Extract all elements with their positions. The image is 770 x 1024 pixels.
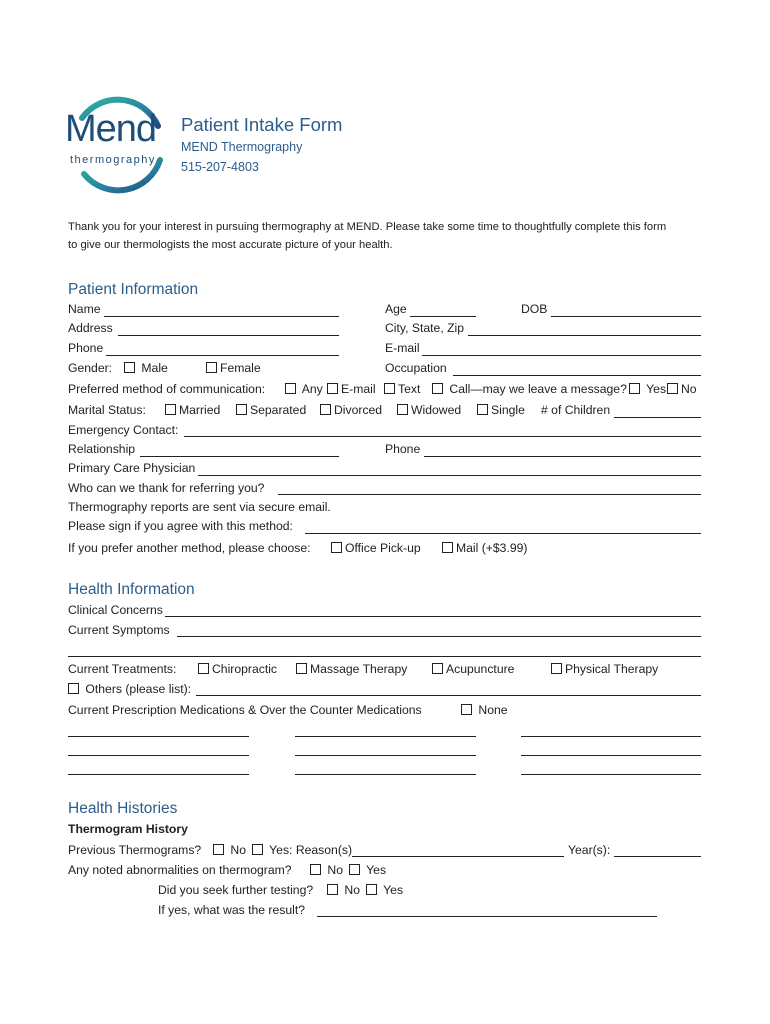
section-patient-information: Patient Information bbox=[68, 281, 199, 298]
occupation-label: Occupation bbox=[385, 361, 447, 375]
name-field[interactable] bbox=[104, 316, 339, 317]
thermogram-history-title: Thermogram History bbox=[68, 822, 188, 836]
referral-field[interactable] bbox=[278, 494, 701, 495]
medication-line[interactable] bbox=[521, 736, 701, 737]
emergency-phone-label: Phone bbox=[385, 442, 421, 456]
others-option[interactable]: Others (please list): bbox=[68, 682, 191, 696]
medications-label: Current Prescription Medications & Over the Counter Medications bbox=[68, 703, 422, 717]
massage-checkbox[interactable] bbox=[296, 663, 307, 674]
widowed-checkbox[interactable] bbox=[397, 404, 408, 415]
previous-no-option[interactable]: No bbox=[213, 843, 246, 857]
call-checkbox[interactable] bbox=[432, 383, 443, 394]
section-health-information: Health Information bbox=[68, 581, 195, 598]
logo-subtitle: thermography bbox=[70, 154, 156, 166]
gender-label: Gender: bbox=[68, 361, 113, 375]
age-field[interactable] bbox=[410, 316, 476, 317]
relationship-label: Relationship bbox=[68, 442, 136, 456]
text-checkbox[interactable] bbox=[384, 383, 395, 394]
referral-label: Who can we thank for referring you? bbox=[68, 481, 265, 495]
pref-text-option[interactable]: Text bbox=[384, 382, 420, 396]
chiro-option[interactable]: Chiropractic bbox=[198, 662, 277, 676]
acupuncture-option[interactable]: Acupuncture bbox=[432, 662, 514, 676]
city-field[interactable] bbox=[468, 335, 701, 336]
years-label: Year(s): bbox=[568, 843, 611, 857]
reports-note: Thermography reports are sent via secure email. bbox=[68, 500, 331, 514]
sign-label: Please sign if you agree with this method: bbox=[68, 519, 293, 533]
reason-field[interactable] bbox=[352, 856, 564, 857]
section-health-histories: Health Histories bbox=[68, 800, 178, 817]
pref-contact-label: Preferred method of communication: bbox=[68, 382, 266, 396]
address-label: Address bbox=[68, 321, 113, 335]
abnormal-no-checkbox[interactable] bbox=[310, 864, 321, 875]
mail-option[interactable]: Mail (+$3.99) bbox=[442, 541, 527, 555]
gender-female-option[interactable]: Female bbox=[206, 361, 261, 375]
previous-thermograms-label: Previous Thermograms? bbox=[68, 843, 202, 857]
children-field[interactable] bbox=[614, 417, 701, 418]
signature-field[interactable] bbox=[305, 533, 701, 534]
massage-option[interactable]: Massage Therapy bbox=[296, 662, 407, 676]
years-field[interactable] bbox=[614, 856, 701, 857]
pickup-checkbox[interactable] bbox=[331, 542, 342, 553]
pref-email-option[interactable]: E-mail bbox=[327, 382, 376, 396]
medication-line[interactable] bbox=[521, 755, 701, 756]
divorced-option[interactable]: Divorced bbox=[320, 403, 382, 417]
medication-line[interactable] bbox=[68, 774, 249, 775]
org-name: MEND Thermography bbox=[181, 140, 303, 154]
pref-call-option[interactable]: Call—may we leave a message? bbox=[432, 382, 627, 396]
email-label: E-mail bbox=[385, 341, 420, 355]
emergency-phone-field[interactable] bbox=[424, 456, 701, 457]
dob-label: DOB bbox=[521, 302, 548, 316]
delivery-method-label: If you prefer another method, please choose: bbox=[68, 541, 311, 555]
mail-checkbox[interactable] bbox=[442, 542, 453, 553]
any-checkbox[interactable] bbox=[285, 383, 296, 394]
physical-therapy-option[interactable]: Physical Therapy bbox=[551, 662, 658, 676]
medication-line[interactable] bbox=[295, 755, 476, 756]
chiro-checkbox[interactable] bbox=[198, 663, 209, 674]
pref-any-option[interactable]: Any bbox=[285, 382, 323, 396]
relationship-field[interactable] bbox=[140, 456, 339, 457]
message-no-option[interactable]: No bbox=[667, 382, 697, 396]
single-option[interactable]: Single bbox=[477, 403, 525, 417]
medication-line[interactable] bbox=[68, 736, 249, 737]
phone-label: Phone bbox=[68, 341, 104, 355]
meds-none-checkbox[interactable] bbox=[461, 704, 472, 715]
married-checkbox[interactable] bbox=[165, 404, 176, 415]
symptoms-field-2[interactable] bbox=[68, 656, 701, 657]
address-field[interactable] bbox=[118, 335, 339, 336]
emergency-field[interactable] bbox=[184, 436, 701, 437]
page-title: Patient Intake Form bbox=[181, 114, 343, 135]
further-yes-option[interactable]: Yes bbox=[366, 883, 403, 897]
previous-yes-option[interactable]: Yes: Reason(s) bbox=[252, 843, 352, 857]
abnormal-yes-checkbox[interactable] bbox=[349, 864, 360, 875]
intro-line-2: to give our thermologists the most accurate picture of your health. bbox=[68, 239, 393, 251]
pickup-option[interactable]: Office Pick-up bbox=[331, 541, 421, 555]
children-label: # of Children bbox=[541, 403, 611, 417]
name-label: Name bbox=[68, 302, 101, 316]
pcp-label: Primary Care Physician bbox=[68, 461, 196, 475]
email-checkbox[interactable] bbox=[327, 383, 338, 394]
further-testing-label: Did you seek further testing? bbox=[158, 883, 314, 897]
abnormal-yes-option[interactable]: Yes bbox=[349, 863, 386, 877]
message-yes-option[interactable]: Yes bbox=[629, 382, 666, 396]
abnormalities-label: Any noted abnormalities on thermogram? bbox=[68, 863, 292, 877]
previous-yes-checkbox[interactable] bbox=[252, 844, 263, 855]
medication-line[interactable] bbox=[521, 774, 701, 775]
occupation-field[interactable] bbox=[453, 375, 701, 376]
mend-logo bbox=[62, 96, 174, 194]
abnormal-no-option[interactable]: No bbox=[310, 863, 343, 877]
further-no-option[interactable]: No bbox=[327, 883, 360, 897]
age-label: Age bbox=[385, 302, 407, 316]
widowed-option[interactable]: Widowed bbox=[397, 403, 461, 417]
male-checkbox[interactable] bbox=[124, 362, 135, 373]
physical-therapy-checkbox[interactable] bbox=[551, 663, 562, 674]
acupuncture-checkbox[interactable] bbox=[432, 663, 443, 674]
further-yes-checkbox[interactable] bbox=[366, 884, 377, 895]
marital-label: Marital Status: bbox=[68, 403, 146, 417]
further-no-checkbox[interactable] bbox=[327, 884, 338, 895]
previous-no-checkbox[interactable] bbox=[213, 844, 224, 855]
symptoms-label: Current Symptoms bbox=[68, 623, 170, 637]
medication-line[interactable] bbox=[295, 736, 476, 737]
message-yes-checkbox[interactable] bbox=[629, 383, 640, 394]
concerns-label: Clinical Concerns bbox=[68, 603, 163, 617]
pcp-field[interactable] bbox=[198, 475, 701, 476]
female-checkbox[interactable] bbox=[206, 362, 217, 373]
logo-word: Mend bbox=[65, 108, 157, 150]
medication-line[interactable] bbox=[68, 755, 249, 756]
emergency-label: Emergency Contact: bbox=[68, 423, 179, 437]
divorced-checkbox[interactable] bbox=[320, 404, 331, 415]
others-checkbox[interactable] bbox=[68, 683, 79, 694]
medication-line[interactable] bbox=[295, 774, 476, 775]
intro-line-1: Thank you for your interest in pursuing thermography at MEND. Please take some time to thoughtfully complete this form bbox=[68, 221, 667, 233]
gender-male-option[interactable]: Male bbox=[124, 361, 168, 375]
phone-field[interactable] bbox=[106, 355, 339, 356]
concerns-field[interactable] bbox=[165, 616, 701, 617]
result-label: If yes, what was the result? bbox=[158, 903, 305, 917]
message-no-checkbox[interactable] bbox=[667, 383, 678, 394]
separated-checkbox[interactable] bbox=[236, 404, 247, 415]
separated-option[interactable]: Separated bbox=[236, 403, 306, 417]
meds-none-option[interactable]: None bbox=[461, 703, 508, 717]
treatments-label: Current Treatments: bbox=[68, 662, 177, 676]
email-field[interactable] bbox=[422, 355, 701, 356]
symptoms-field[interactable] bbox=[177, 636, 701, 637]
result-field[interactable] bbox=[317, 916, 657, 917]
single-checkbox[interactable] bbox=[477, 404, 488, 415]
others-field[interactable] bbox=[196, 695, 701, 696]
dob-field[interactable] bbox=[551, 316, 701, 317]
org-phone: 515-207-4803 bbox=[181, 160, 259, 174]
city-label: City, State, Zip bbox=[385, 321, 465, 335]
married-option[interactable]: Married bbox=[165, 403, 220, 417]
